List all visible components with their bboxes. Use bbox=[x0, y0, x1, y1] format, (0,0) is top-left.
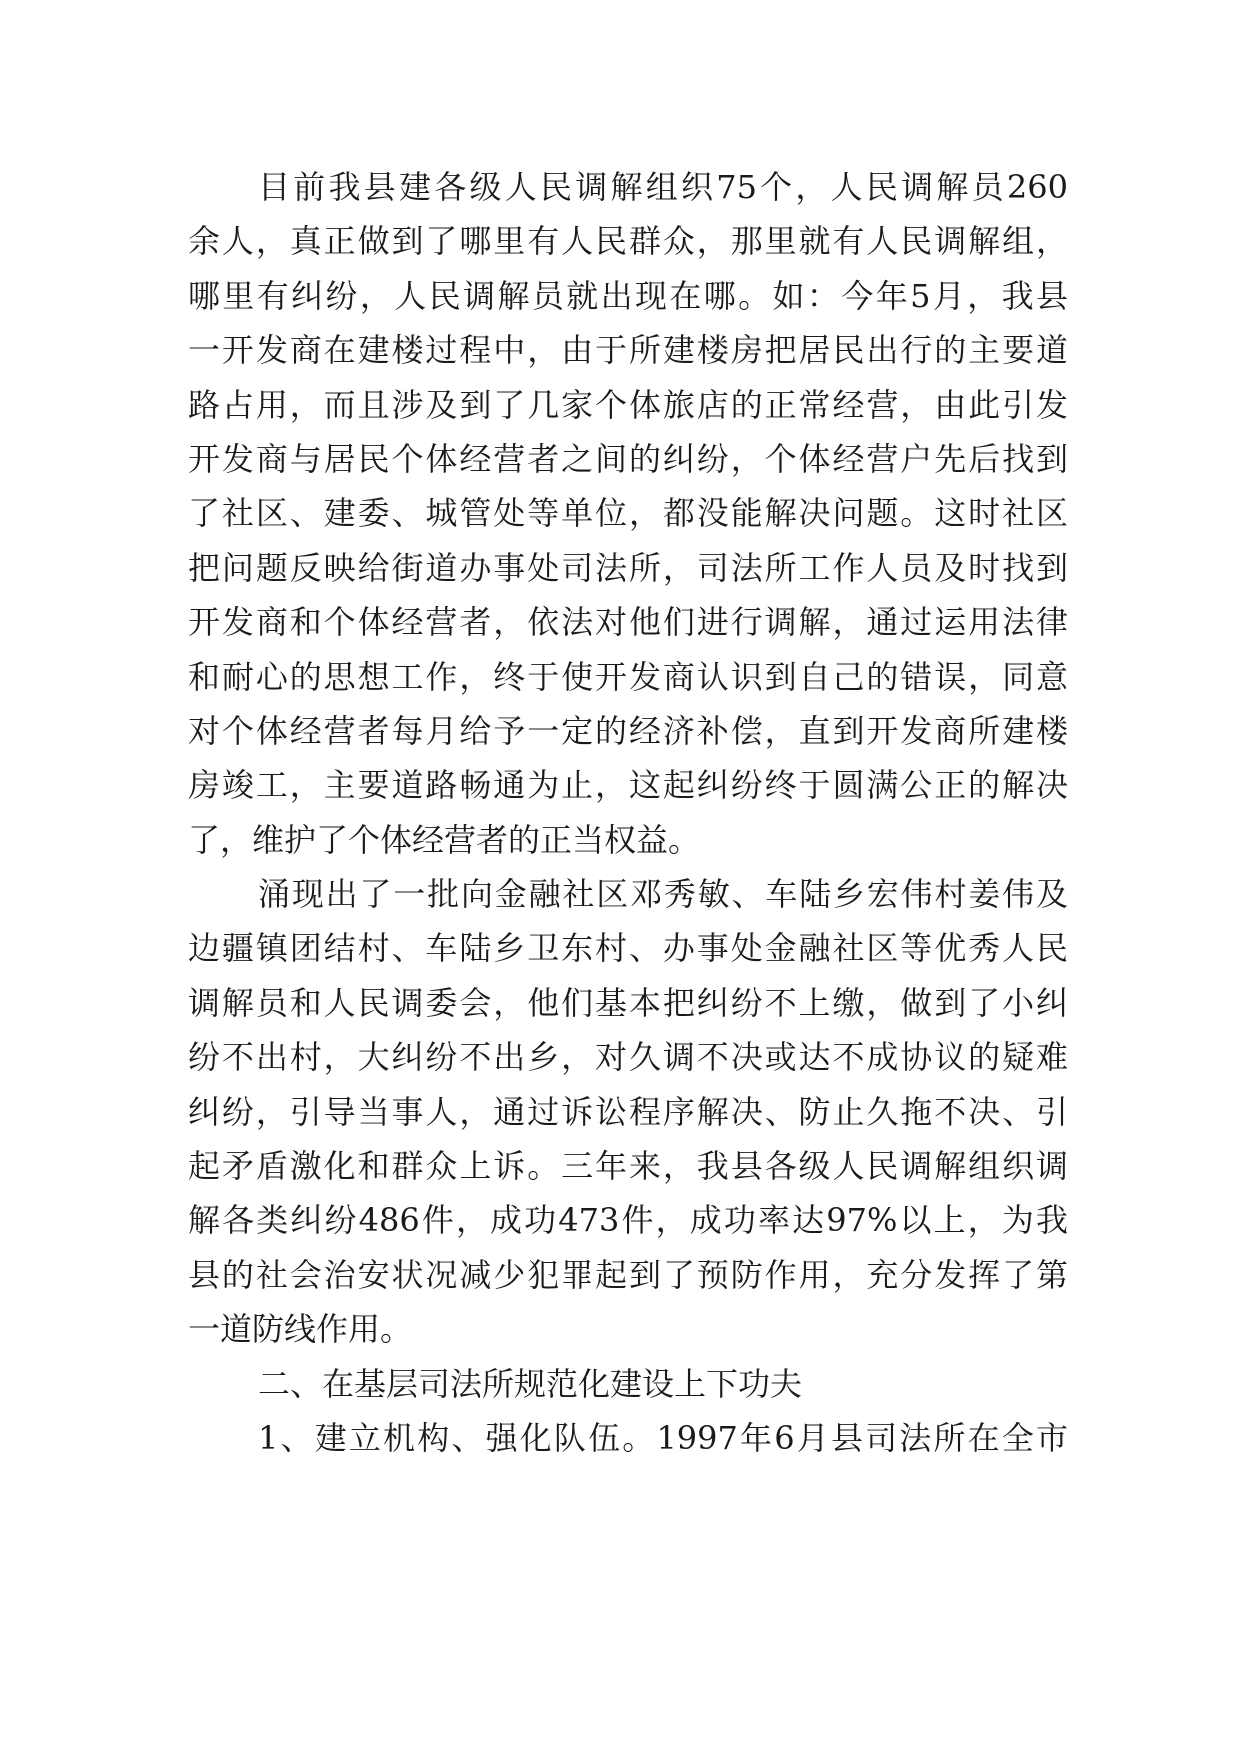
text-line: 二、在基层司法所规范化建设上下功夫 bbox=[258, 1364, 803, 1403]
text-line: 哪里有纠纷，人民调解员就出现在哪。如：今年5月，我县 bbox=[188, 276, 1068, 315]
text-line: 一道防线作用。 bbox=[188, 1310, 413, 1349]
text-line: 目前我县建各级人民调解组织75个，人民调解员260 bbox=[258, 168, 1068, 206]
text-line: 边疆镇团结村、车陆乡卫东村、办事处金融社区等优秀人民 bbox=[188, 929, 1068, 968]
text-line: 把问题反映给街道办事处司法所，司法所工作人员及时找到 bbox=[188, 548, 1068, 587]
text-line: 开发商和个体经营者，依法对他们进行调解，通过运用法律 bbox=[188, 603, 1068, 642]
text-line: 涌现出了一批向金融社区邓秀敏、车陆乡宏伟村姜伟及 bbox=[258, 875, 1068, 914]
document-body bbox=[188, 160, 1068, 1465]
text-line: 1、建立机构、强化队伍。1997年6月县司法所在全市 bbox=[258, 1418, 1068, 1457]
text-line: 和耐心的思想工作，终于使开发商认识到自己的错误，同意 bbox=[188, 657, 1068, 696]
text-line: 解各类纠纷486件，成功473件，成功率达97%以上，为我 bbox=[188, 1201, 1068, 1240]
text-line: 纠纷，引导当事人，通过诉讼程序解决、防止久拖不决、引 bbox=[188, 1092, 1068, 1131]
text-line: 余人，真正做到了哪里有人民群众，那里就有人民调解组， bbox=[188, 222, 1068, 261]
text-line: 了，维护了个体经营者的正当权益。 bbox=[188, 820, 701, 859]
text-line: 调解员和人民调委会，他们基本把纠纷不上缴，做到了小纠 bbox=[188, 983, 1068, 1022]
text-line: 对个体经营者每月给予一定的经济补偿，直到开发商所建楼 bbox=[188, 711, 1068, 750]
paragraph bbox=[188, 867, 1068, 1357]
text-line: 纷不出村，大纠纷不出乡，对久调不决或达不成协议的疑难 bbox=[188, 1038, 1068, 1077]
paragraph bbox=[188, 1411, 1068, 1465]
text-line: 一开发商在建楼过程中，由于所建楼房把居民出行的主要道 bbox=[188, 331, 1068, 370]
text-line: 开发商与居民个体经营者之间的纠纷，个体经营户先后找到 bbox=[188, 439, 1068, 478]
text-line: 路占用，而且涉及到了几家个体旅店的正常经营，由此引发 bbox=[188, 385, 1068, 424]
paragraph bbox=[188, 160, 1068, 867]
text-line: 起矛盾激化和群众上诉。三年来，我县各级人民调解组织调 bbox=[188, 1147, 1068, 1186]
text-line: 了社区、建委、城管处等单位，都没能解决问题。这时社区 bbox=[188, 494, 1068, 533]
text-line: 县的社会治安状况减少犯罪起到了预防作用，充分发挥了第 bbox=[188, 1255, 1068, 1294]
section-heading bbox=[188, 1357, 1068, 1411]
text-line: 房竣工，主要道路畅通为止，这起纠纷终于圆满公正的解决 bbox=[188, 766, 1068, 805]
